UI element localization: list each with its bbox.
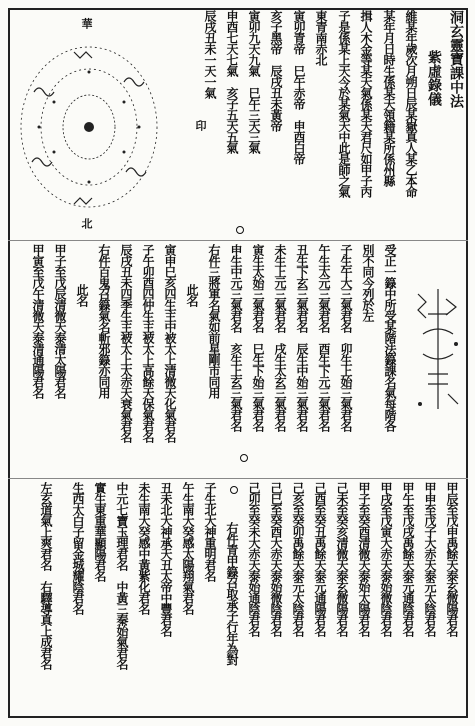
panel1-col-5: 揖人木金等某天氣係某天君尺如甲子丙 [359, 10, 373, 197]
panel1-col-4: 某年月日時生係某天領籍某所係州縣 [382, 10, 396, 186]
panel3-col-4: 甲戌至戊寅大赤天泰始微陰君名 [379, 482, 393, 636]
panel1-col-12: 辰戌丑未一天一氣 [203, 10, 217, 98]
panel2-col-8: 申生中元三氣君名 亥生上玄三氣君名 [229, 244, 243, 431]
panel2-col-14: 右件百鬼召籙氣名斬邪籙亦同用 [97, 244, 111, 398]
panel1-col-8: 寅卯青帝 巳午赤帝 申酉白帝 [292, 10, 306, 164]
talisman-figure [408, 284, 466, 424]
panel-middle [8, 244, 468, 476]
panel3-col-13: 午生南大癸感太陽翔氣君名 [181, 482, 195, 614]
panel3-col-11: 右件青甲籙召取承子行年為對 [225, 522, 239, 665]
panel3-col-19: 左玄道氣上爽君名 右驛導真上成君名 [39, 482, 53, 669]
panel2-col-3: 子生午大三氣君名 卯生上始三氣君名 [339, 244, 353, 431]
panel1-col-10: 寅卯九天九氣 巳午三天三氣 [247, 10, 261, 153]
panel2-col-12: 子午卯酉四仲生主被太上高餘天保氣君名 [141, 244, 155, 442]
panel2-col-2: 別不同今列於左 [361, 244, 375, 321]
talisman-top-label: 華 [80, 18, 93, 29]
panel-bottom [8, 482, 468, 714]
panel3-col-12: 子生北大神重明君名 [203, 482, 217, 581]
panel1-col-2: 紫虛錄儀 [426, 50, 442, 106]
panel2-col-11: 寅申巳亥四生主中被太上清微天化氣君名 [163, 244, 177, 442]
panel3-col-16: 中元七寶玉理君名 中黃三秦始氣君名 [115, 482, 129, 669]
panel3-col-7: 己酉至癸丑禹餘天泰元通陽君名 [313, 482, 327, 636]
panel3-col-6: 己未至癸亥清微天泰玄微陽君名 [335, 482, 349, 636]
talisman-bottom-label: 北 [80, 218, 93, 229]
circle-mark [230, 486, 238, 494]
panel3-col-8: 己亥至癸卯禹餘天泰元太陰君名 [291, 482, 305, 636]
frame-bottom [8, 716, 468, 718]
panel2-col-13: 辰戌丑未四季生主被太上太赤天衰氣君名 [119, 244, 133, 442]
panel2-col-15: 此名 [75, 284, 89, 306]
panel3-col-14: 丑未北大神承天丑太帝中豐君名 [159, 482, 173, 636]
panel2-col-6: 未生上元三氣君名 戌生太玄三氣君名 [273, 244, 287, 431]
panel2-col-7: 寅生太始三氣君名 巳生下始三氣君名 [251, 244, 265, 431]
panel3-col-18: 生西太白子留金城耀陰君名 [71, 482, 85, 614]
seal-mark: 印 [194, 120, 207, 131]
panel1-col-11: 申酉七天七氣 亥子五天五氣 [225, 10, 239, 153]
panel2-col-4: 午生太元三氣君名 酉生下元三氣君名 [317, 244, 331, 431]
panel2-col-10: 此名 [185, 284, 199, 306]
panel3-col-15: 未生南大癸感中黃紫化君名 [137, 482, 151, 614]
panel-separator-1 [8, 240, 468, 241]
panel1-col-6: 子是係某上天今於某氣天中此是師之氣 [337, 10, 351, 197]
panel1-col-3: 維某年歲次月朔日辰某嶽真人某乙本命 [404, 10, 418, 197]
panel3-col-3: 甲午至戊戌禹餘天泰元通陰君名 [401, 482, 415, 636]
panel3-col-10: 己卯至癸未大赤天泰始通陰君名 [247, 482, 261, 636]
circle-mark [236, 226, 244, 234]
circle-mark [240, 454, 248, 462]
panel1-col-1: 洞玄靈寶課中法 [448, 10, 464, 108]
talisman-diagram [14, 32, 164, 222]
panel3-col-5: 甲子至癸酉清微天泰始太陽君名 [357, 482, 371, 636]
panel3-col-1: 甲辰至戊申禹餘天泰玄微陽君名 [445, 482, 459, 636]
panel2-col-5: 丑生下玄三氣君名 辰生中始三氣君名 [295, 244, 309, 431]
panel2-col-16: 甲子至戊辰清微天泰清太陽君名 [53, 244, 67, 398]
panel2-col-9: 右件三將軍名氣如前星剛市同用 [207, 244, 221, 398]
panel1-col-7: 東青南赤北 [314, 10, 328, 65]
panel2-col-17: 甲寅至戊午清微天泰清通陽君名 [31, 244, 45, 398]
panel2-col-1: 受正一籙中所受某階法籙課名氣每階各 [383, 244, 397, 431]
panel3-col-9: 己巳至癸酉大赤天泰始微陰君名 [269, 482, 283, 636]
panel3-col-2: 甲申至戊子大赤天泰元太陰君名 [423, 482, 437, 636]
panel3-col-17: 實生東重華顯陽君名 [93, 482, 107, 581]
panel-separator-2 [8, 478, 468, 479]
panel1-col-9: 亥子黑帝 辰戌丑未黃帝 [269, 10, 283, 131]
panel-top [8, 10, 468, 238]
